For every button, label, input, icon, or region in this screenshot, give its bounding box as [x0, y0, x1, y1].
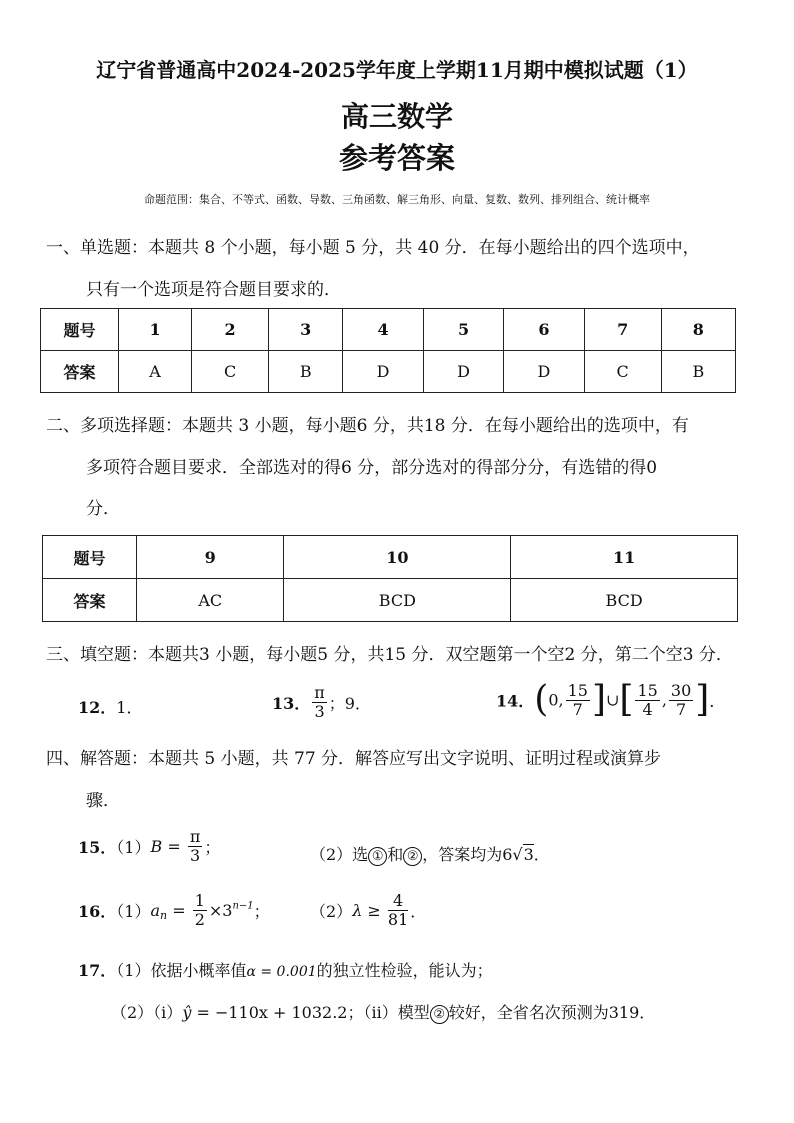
union-symbol: ∪	[606, 690, 620, 710]
circled-1: ①	[368, 847, 387, 866]
answer-cell: D	[504, 351, 584, 393]
section4-heading-cont: 骤．	[86, 791, 120, 811]
frac-numerator: 15	[567, 680, 588, 700]
lambda-inequality: λ ≥	[352, 901, 386, 920]
row-label-answer: 答案	[43, 579, 137, 622]
question-number: 8	[661, 309, 735, 351]
sqrt-argument: 3	[523, 845, 534, 864]
open-paren: (	[534, 679, 549, 720]
frac-denominator: 3	[314, 702, 325, 721]
q17-number: 17．	[78, 961, 117, 980]
part-label: （1）	[116, 902, 151, 921]
regression-formula: = −110x + 1032.2	[191, 1003, 348, 1022]
section2-answer-table	[42, 535, 738, 622]
semicolon: ；	[204, 838, 221, 857]
sqrt-symbol: √	[512, 845, 523, 864]
superscript: n−1	[232, 900, 254, 912]
q17-end: ．	[639, 1003, 656, 1022]
part-label: （1）	[116, 838, 151, 857]
q14-fraction	[566, 682, 590, 719]
answer-cell: B	[269, 351, 343, 393]
answer-cell: BCD	[284, 579, 511, 622]
circled-2: ②	[430, 1005, 449, 1024]
row-label-question: 题号	[43, 536, 137, 579]
conjunction: 和	[387, 845, 404, 864]
frac-denominator: 7	[675, 699, 687, 719]
variable: B	[150, 837, 163, 856]
frac-numerator: π	[314, 683, 325, 702]
answer-cell: C	[192, 351, 269, 393]
comma: ,	[661, 690, 667, 710]
q13-value: ；9．	[328, 694, 371, 713]
q12-value: 1．	[116, 698, 143, 717]
question-number: 1	[119, 309, 192, 351]
frac-numerator: 4	[388, 892, 408, 911]
q14-end: ．	[709, 691, 726, 711]
q15-fraction	[188, 828, 203, 865]
question-number: 11	[511, 536, 738, 579]
times-three: ×3	[208, 901, 233, 920]
close-bracket: ]	[591, 679, 606, 720]
section1-answer-table	[40, 308, 736, 393]
q16-part2	[310, 892, 426, 929]
question-number: 9	[137, 536, 284, 579]
q15-tail: ，答案均为	[422, 845, 503, 864]
q16-answer	[78, 892, 270, 929]
exam-scope: 命题范围：集合、不等式、函数、导数、三角函数、解三角形、向量、复数、数列、排列组合、统计概率	[144, 193, 650, 206]
variable: a	[150, 901, 161, 920]
answer-key-title: 参考答案	[338, 141, 455, 175]
q12-answer	[78, 695, 142, 718]
alpha-value: α = 0.001	[246, 964, 317, 980]
subject-title: 高三数学	[340, 100, 453, 133]
subscript: n	[160, 909, 168, 923]
q14-answer	[496, 680, 725, 720]
q14-number: 14．	[496, 691, 535, 711]
answer-cell: AC	[137, 579, 284, 622]
section1-heading: 一、单选题：本题共 8 个小题，每小题 5 分，共 40 分．在每小题给出的四个选项中，	[46, 238, 700, 258]
answer-cell: BCD	[511, 579, 738, 622]
q15-value: 6	[502, 845, 513, 864]
table-row	[43, 536, 738, 579]
q17-text: （1）依据小概率值	[116, 961, 247, 980]
table-row	[41, 351, 736, 393]
section2-heading: 二、多项选择题：本题共 3 小题，每小题6 分，共18 分．在每小题给出的选项中，有	[46, 416, 689, 436]
q12-number: 12．	[78, 698, 117, 717]
frac-denominator: 81	[387, 910, 409, 929]
answer-cell: A	[119, 351, 192, 393]
section1-heading-cont: 只有一个选项是符合题目要求的．	[86, 280, 341, 300]
answer-cell: C	[584, 351, 661, 393]
semicolon: ；	[253, 902, 270, 921]
frac-numerator: 30	[670, 680, 692, 700]
q14-lower: 0,	[548, 690, 564, 710]
question-number: 4	[343, 309, 423, 351]
close-bracket: ]	[695, 679, 710, 720]
open-bracket: [	[619, 679, 634, 720]
rank-value: 319	[608, 1003, 640, 1022]
table-row	[41, 309, 736, 351]
q14-fraction	[635, 682, 659, 719]
section4-heading: 四、解答题：本题共 5 小题，共 77 分．解答应写出文字说明、证明过程或演算步	[46, 749, 662, 769]
q13-answer	[272, 684, 371, 721]
frac-denominator: 2	[194, 910, 205, 929]
q17-text: ；（ⅱ）模型	[347, 1003, 430, 1022]
equals: =	[167, 901, 191, 920]
section2-heading-cont2: 分．	[86, 499, 120, 519]
answer-cell: D	[423, 351, 503, 393]
frac-denominator: 7	[572, 699, 583, 719]
question-number: 6	[504, 309, 584, 351]
question-number: 3	[269, 309, 343, 351]
q13-fraction	[312, 684, 327, 721]
q17-answer-line2	[111, 1000, 655, 1024]
section2-heading-cont: 多项符合题目要求．全部选对的得6 分，部分选对的得部分分，有选错的得0	[86, 458, 658, 478]
exam-title: 辽宁省普通高中2024-2025学年度上学期11月期中模拟试题（1）	[96, 58, 698, 82]
q17-text: 较好，全省名次预测为	[448, 1003, 609, 1022]
q17-text: （2）（ⅰ）	[111, 1003, 183, 1022]
question-number: 10	[284, 536, 511, 579]
frac-numerator: π	[189, 827, 201, 846]
q16-end: ．	[410, 902, 427, 921]
part-label: （2）	[310, 902, 353, 921]
q15-part2	[310, 842, 550, 866]
table-row	[43, 579, 738, 622]
q16-fraction	[193, 892, 207, 929]
answer-cell: D	[343, 351, 423, 393]
circled-2: ②	[403, 847, 422, 866]
q15-answer	[78, 828, 220, 865]
q16-fraction	[388, 892, 408, 929]
section3-heading: 三、填空题：本题共3 小题，每小题5 分，共15 分．双空题第一个空2 分，第二个空3 分．	[46, 645, 733, 665]
frac-numerator: 1	[194, 891, 205, 910]
q17-answer-line1	[78, 958, 493, 981]
y-hat: ŷ	[182, 1003, 192, 1022]
q14-fraction	[669, 682, 693, 719]
row-label-question: 题号	[41, 309, 119, 351]
q13-number: 13．	[272, 694, 311, 713]
q15-end: ．	[533, 845, 550, 864]
question-number: 7	[584, 309, 661, 351]
question-number: 2	[192, 309, 269, 351]
equals: =	[162, 837, 186, 856]
q17-text: 的独立性检验，能认为；	[316, 961, 493, 980]
part-label: （2）选	[310, 845, 369, 864]
frac-numerator: 15	[637, 680, 658, 700]
row-label-answer: 答案	[41, 351, 119, 393]
question-number: 5	[423, 309, 503, 351]
frac-denominator: 4	[642, 699, 653, 719]
frac-denominator: 3	[189, 846, 201, 865]
answer-cell: B	[661, 351, 735, 393]
q16-number: 16．	[78, 902, 117, 921]
q15-number: 15．	[78, 838, 117, 857]
